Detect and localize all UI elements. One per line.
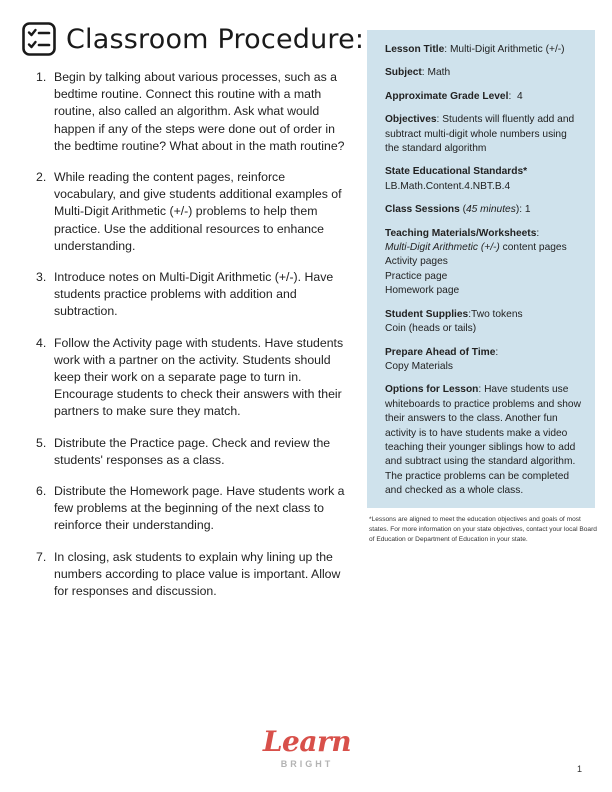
class-sessions-field: Class Sessions (45 minutes): 1 — [385, 204, 531, 216]
procedure-step — [36, 549, 346, 601]
step-text: While reading the content pages, reinforce vocabulary, and give students additional examples of Multi-Digit Arithmetic (+/-) problems to help them practice. Use the additional resources to enhance understanding. — [54, 170, 342, 253]
supplies-item: Two tokens — [471, 308, 523, 320]
standards-field — [385, 165, 583, 194]
lesson-title-field: Lesson Title: Multi-Digit Arithmetic (+/-) — [385, 44, 565, 55]
lesson-options-field: Options for Lesson: Have students use whiteboards to practice problems and show their answers to the class. Another fun activity is to have students make a video teaching their younger siblings how to add and subtract using the standard algorithm. The practice problems can be completed and checked as a whole class. — [385, 384, 581, 497]
field-label: Class Sessions — [385, 204, 460, 216]
step-text: Follow the Activity page with students. Have students work with a partner on the activity. Students should keep their work on a separate page to turn in. Encourage students to check their answers with their partners to make sure they match. — [54, 335, 344, 419]
step-text: Introduce notes on Multi-Digit Arithmetic (+/-). Have students practice problems with addition and subtraction. — [54, 270, 334, 319]
field-value: Students will fluently add and subtract multi-digit whole numbers using the standard algorithm — [385, 114, 575, 155]
field-value: Multi-Digit Arithmetic (+/-) — [449, 44, 565, 55]
field-value: LB.Math.Content.4.NBT.B.4 — [385, 180, 511, 192]
student-supplies-field: Student Supplies:Two tokens Coin (heads or tails) — [385, 308, 583, 337]
page-header — [22, 22, 364, 56]
grade-level-field: Approximate Grade Level: 4 — [385, 90, 523, 102]
learn-bright-logo — [252, 727, 362, 781]
step-number: 3. — [36, 270, 47, 285]
field-value: 1 — [524, 204, 531, 216]
step-text: In closing, ask students to explain why lining up the numbers according to place value is important. Allow for responses and discussion. — [54, 549, 341, 599]
field-label: Objectives — [385, 114, 437, 126]
field-value: Copy Materials — [385, 360, 453, 372]
step-text: Distribute the Homework page. Have students work a few problems at the beginning of the next class to reinforce their understanding. — [54, 484, 345, 533]
field-label: Prepare Ahead of Time — [385, 346, 496, 358]
page-number: 1 — [577, 764, 583, 774]
materials-item: Activity pages — [385, 256, 448, 268]
procedure-step — [36, 335, 346, 421]
procedure-step — [36, 435, 346, 469]
field-value: Math — [427, 67, 451, 79]
procedure-step — [36, 269, 346, 321]
materials-item: Practice page — [385, 270, 448, 282]
step-number: 5. — [36, 435, 47, 450]
field-value: 4 — [516, 90, 523, 102]
step-number: 7. — [36, 549, 47, 564]
step-text: Distribute the Practice page. Check and review the students' responses as a class. — [54, 435, 331, 467]
step-text: Begin by talking about various processes, such as a bedtime routine. Connect this routine with a math routine, also called an algorithm. Ask what would happen if any of the steps were done out of order in the bedtime routine? What about in the math routine? — [54, 70, 345, 153]
field-label: Approximate Grade Level — [385, 90, 509, 102]
step-number: 4. — [36, 335, 47, 350]
procedure-step — [36, 483, 346, 535]
field-label: Teaching Materials/Worksheets — [385, 227, 537, 239]
field-label: Options for Lesson — [385, 384, 479, 396]
materials-item: Homework page — [385, 285, 460, 297]
checklist-icon — [22, 22, 56, 56]
procedure-step — [36, 69, 346, 155]
procedure-steps — [36, 69, 346, 614]
step-number: 2. — [36, 170, 47, 185]
materials-title-suffix: content pages — [502, 242, 567, 254]
logo-wordmark: Learn — [262, 725, 352, 758]
objectives-field: Objectives: Students will fluently add and subtract multi-digit whole numbers using the standard algorithm — [385, 114, 575, 155]
field-label: Subject — [385, 67, 422, 79]
field-label: Student Supplies — [385, 308, 469, 320]
prepare-ahead-field: Prepare Ahead of Time: Copy Materials — [385, 346, 583, 375]
page-title: Classroom Procedure: — [66, 23, 365, 55]
procedure-step — [36, 169, 346, 255]
materials-title: Multi-Digit Arithmetic (+/-) — [385, 242, 500, 254]
lesson-info-panel — [367, 30, 595, 508]
subject-field: Subject: Math — [385, 67, 451, 79]
logo-subtitle: BRIGHT — [280, 759, 334, 769]
session-duration: 45 minutes — [465, 204, 516, 216]
field-label: State Educational Standards* — [385, 166, 528, 178]
teaching-materials-field: Teaching Materials/Worksheets: Multi-Digit Arithmetic (+/-) content pages Activity pages Practice page Homework page — [385, 227, 583, 299]
step-number: 1. — [36, 70, 47, 84]
field-label: Lesson Title — [385, 44, 445, 55]
materials-item — [385, 241, 583, 255]
standards-footnote: *Lessons are aligned to meet the education objectives and goals of most states. For more information on your state objectives, contact your local Board of Education or Department of Education in your state. — [369, 516, 597, 543]
field-value: Have students use whiteboards to practice problems and show their answers to the class. Another fun activity is to have students make a video teaching their younger siblings how to add and subtract using the standard algorithm. The practice problems can be completed and checked as a whole class. — [385, 384, 581, 497]
supplies-item: Coin (heads or tails) — [385, 323, 477, 335]
step-number: 6. — [36, 484, 47, 499]
